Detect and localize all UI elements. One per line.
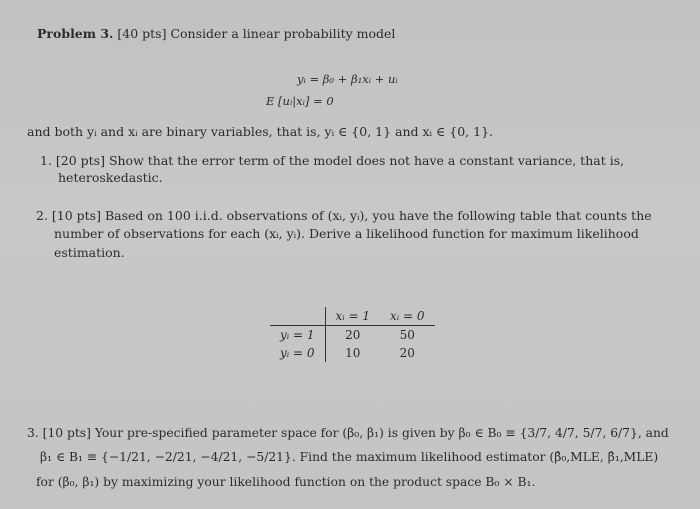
problem-heading <box>37 26 395 42</box>
question-2-line-2: number of observations for each (xᵢ, yᵢ). Derive a likelihood function for maximum likelihood <box>54 226 639 241</box>
question-3-line-1: 3. [10 pts] Your pre-specified parameter space for (β₀, β₁) is given by β₀ ∈ B₀ ≡ {3/7, 4/7, 5/7, 6/7}, and <box>27 426 669 440</box>
problem-title: Problem 3. <box>37 26 114 41</box>
table-cell: 20 <box>399 346 415 360</box>
binary-variables-statement: and both yᵢ and xᵢ are binary variables, that is, yᵢ ∈ {0, 1} and xᵢ ∈ {0, 1}. <box>27 124 493 139</box>
table-row <box>270 326 435 345</box>
table-row-label: yᵢ = 1 <box>270 326 325 345</box>
table-col-header: xᵢ = 1 <box>335 309 371 323</box>
observation-count-table <box>270 307 435 362</box>
table-row <box>270 344 435 362</box>
problem-intro: Consider a linear probability model <box>170 26 396 41</box>
table-row-label: yᵢ = 0 <box>270 344 325 362</box>
table-corner <box>270 307 325 326</box>
table-cell: 10 <box>345 346 361 360</box>
table-cell: 50 <box>399 328 415 342</box>
model-equation: yᵢ = β₀ + β₁xᵢ + uᵢ <box>297 72 398 86</box>
question-2-line-1: 2. [10 pts] Based on 100 i.i.d. observations of (xᵢ, yᵢ), you have the following table that counts the <box>36 208 652 223</box>
question-1-line-1: 1. [20 pts] Show that the error term of the model does not have a constant variance, that is, <box>40 153 625 168</box>
problem-points: [40 pts] <box>117 26 167 41</box>
question-1-line-2: heteroskedastic. <box>58 170 163 185</box>
conditional-expectation-equation: E [uᵢ|xᵢ] = 0 <box>266 94 334 108</box>
table-col-header: xᵢ = 0 <box>390 309 425 323</box>
question-3-line-3: for (β₀, β₁) by maximizing your likelihood function on the product space B₀ × B₁. <box>36 475 536 489</box>
question-3-line-2: β₁ ∈ B₁ ≡ {−1/21, −2/21, −4/21, −5/21}. Find the maximum likelihood estimator (β̂₀,MLE, β̂₁,MLE) <box>40 450 659 464</box>
table-cell: 20 <box>345 328 361 342</box>
question-2-line-3: estimation. <box>54 245 125 260</box>
